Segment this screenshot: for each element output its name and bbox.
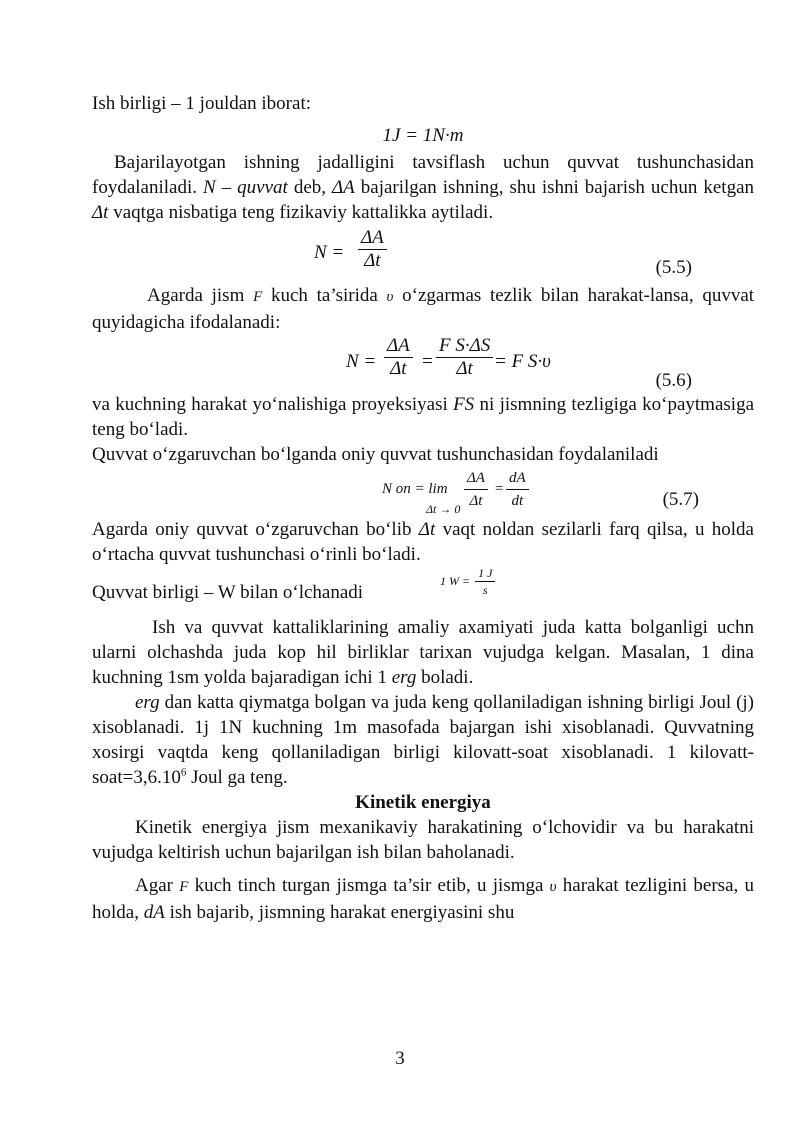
formula-watt: Quvvat birligi – W bilan o‘lchanadi 1 W = $\frac{1 J}{s}$ — [92, 567, 754, 605]
equation-number: (5.6) — [655, 370, 692, 391]
paragraph: Bajarilayotgan ishning jadalligini tavsiflash uchun quvvat tushunchasidan foydalaniladi. N – quvvat deb, ΔA bajarilgan ishning, shu ishni bajarish uchun ketgan Δt vaqtga nisbatiga teng fizikaviy kattalikka aytiladi. — [92, 152, 755, 223]
paragraph: Agarda jism F kuch ta’sirida υ o‘zgarmas tezlik bilan harakat-lansa, quvvat quyidagicha ifodalanadi: — [92, 285, 755, 333]
section-heading: Kinetik energiya — [355, 792, 491, 813]
paragraph: erg dan katta qiymatga bolgan va juda keng qollaniladigan ishning birligi Joul (j) xisoblanadi. 1j 1N kuchning 1m masofada bajargan ishi xisoblanadi. Quvvatning xosirgi vaqtda keng qollaniladigan birligi kilovatt-soat xisoblanadi. 1 kilovatt-$soat=3,6.10^6$ Joul ga teng. — [92, 692, 755, 788]
equation-number: (5.7) — [662, 489, 699, 510]
formula-5-7: N on = lim Δt → 0 $\frac{\Delta A}{\Delta t}$ = $\frac{dA}{dt}$ (5.7) — [92, 467, 754, 517]
paragraph: Agarda oniy quvvat o‘zgaruvchan bo‘lib Δt vaqt noldan sezilarli farq qilsa, u holda o‘rtacha quvvat tushunchasi o‘rinli bo‘ladi. — [92, 519, 754, 565]
paragraph: va kuchning harakat yo‘nalishiga proyeksiyasi FS ni jismning tezligiga ko‘paytmasiga teng bo‘ladi. — [92, 394, 754, 440]
paragraph: Quvvat o‘zgaruvchan bo‘lganda oniy quvvat tushunchasidan foydalaniladi — [92, 444, 659, 465]
paragraph: Ish birligi – 1 jouldan iborat: — [92, 93, 312, 114]
paragraph: Agar F kuch tinch turgan jismga ta’sir etib, u jismga υ harakat tezligini bersa, u holda, dA ish bajarib, jismning harakat energiyasini shu — [92, 875, 754, 923]
formula-joule — [92, 123, 754, 148]
formula-5-6: N = $\frac{\Delta A}{\Delta t}$ = $\frac{\text{F S·ΔS}}{\Delta t}$ = F S·υ (5.6) — [346, 335, 692, 391]
equation-number: (5.5) — [655, 257, 692, 278]
document-page — [92, 88, 754, 925]
page-number: 3 — [395, 1048, 405, 1069]
formula-5-5: N = $\frac{\Delta A}{\Delta t}$ (5.5) — [314, 227, 692, 278]
paragraph: Ish va quvvat kattaliklarining amaliy axamiyati juda katta bolganligi uchn ularni olchashda juda kop hil birliklar tarixan vujudga kelgan. Masalan, 1 dina kuchning 1sm yolda bajaradigan ichi 1 erg boladi. — [92, 617, 754, 688]
paragraph: Kinetik energiya jism mexanikaviy harakatining o‘lchovidir va bu harakatni vujudga keltirish uchun bajarilgan ish bilan baholanadi. — [92, 817, 754, 863]
formula-text: 1J = 1N·m — [382, 125, 464, 146]
